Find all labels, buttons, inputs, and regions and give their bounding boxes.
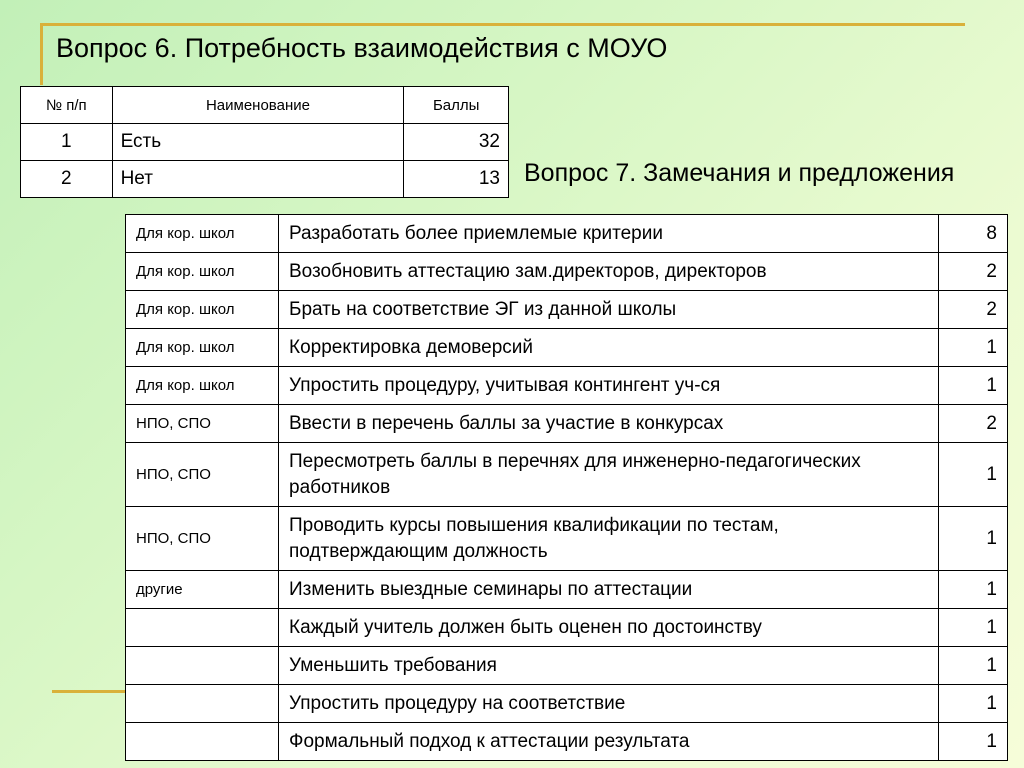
column-header-number: № п/п [21, 87, 113, 124]
row-name: Нет [112, 161, 404, 198]
row-count: 1 [939, 329, 1008, 367]
table-row [126, 647, 1008, 685]
table-row [126, 443, 1008, 507]
row-group: Для кор. школ [126, 329, 279, 367]
accent-line-top [40, 23, 965, 26]
row-text: Пересмотреть баллы в перечнях для инженерно-педагогических работников [279, 443, 939, 507]
row-text: Каждый учитель должен быть оценен по достоинству [279, 609, 939, 647]
row-count: 1 [939, 723, 1008, 761]
row-count: 1 [939, 685, 1008, 723]
row-text: Уменьшить требования [279, 647, 939, 685]
row-number: 1 [21, 124, 113, 161]
table-row [126, 609, 1008, 647]
table-row [126, 405, 1008, 443]
row-count: 1 [939, 443, 1008, 507]
row-text: Ввести в перечень баллы за участие в конкурсах [279, 405, 939, 443]
row-group: Для кор. школ [126, 215, 279, 253]
row-count: 2 [939, 253, 1008, 291]
table-row [126, 215, 1008, 253]
table-row [126, 253, 1008, 291]
row-score: 13 [404, 161, 509, 198]
row-group: НПО, СПО [126, 507, 279, 571]
column-header-score: Баллы [404, 87, 509, 124]
row-text: Брать на соответствие ЭГ из данной школы [279, 291, 939, 329]
row-text: Возобновить аттестацию зам.директоров, директоров [279, 253, 939, 291]
row-text: Упростить процедуру, учитывая контингент уч-ся [279, 367, 939, 405]
question-6-table [20, 86, 509, 198]
row-group: Для кор. школ [126, 291, 279, 329]
row-text: Изменить выездные семинары по аттестации [279, 571, 939, 609]
question-7-title: Вопрос 7. Замечания и предложения [524, 159, 955, 187]
table-row [126, 329, 1008, 367]
table-row [126, 571, 1008, 609]
row-score: 32 [404, 124, 509, 161]
row-group: НПО, СПО [126, 405, 279, 443]
accent-line-bottom [52, 690, 127, 693]
row-group [126, 609, 279, 647]
row-group: Для кор. школ [126, 367, 279, 405]
row-group: Для кор. школ [126, 253, 279, 291]
row-group [126, 647, 279, 685]
row-group [126, 723, 279, 761]
column-header-name: Наименование [112, 87, 404, 124]
table-header-row [21, 87, 509, 124]
row-count: 1 [939, 647, 1008, 685]
row-number: 2 [21, 161, 113, 198]
row-count: 1 [939, 367, 1008, 405]
row-group: другие [126, 571, 279, 609]
row-text: Проводить курсы повышения квалификации по тестам, подтверждающим должность [279, 507, 939, 571]
table-row [126, 291, 1008, 329]
table-row [126, 723, 1008, 761]
question-6-title: Вопрос 6. Потребность взаимодействия с МОУО [56, 33, 668, 63]
row-name: Есть [112, 124, 404, 161]
row-count: 8 [939, 215, 1008, 253]
row-text: Корректировка демоверсий [279, 329, 939, 367]
accent-line-left [40, 23, 43, 85]
table-row [126, 367, 1008, 405]
row-count: 1 [939, 609, 1008, 647]
row-count: 1 [939, 507, 1008, 571]
row-count: 1 [939, 571, 1008, 609]
table-row [126, 685, 1008, 723]
row-count: 2 [939, 291, 1008, 329]
row-group: НПО, СПО [126, 443, 279, 507]
row-text: Разработать более приемлемые критерии [279, 215, 939, 253]
table-row [21, 124, 509, 161]
table-row [21, 161, 509, 198]
row-group [126, 685, 279, 723]
row-count: 2 [939, 405, 1008, 443]
question-7-table [125, 214, 1008, 761]
table-row [126, 507, 1008, 571]
row-text: Упростить процедуру на соответствие [279, 685, 939, 723]
row-text: Формальный подход к аттестации результата [279, 723, 939, 761]
